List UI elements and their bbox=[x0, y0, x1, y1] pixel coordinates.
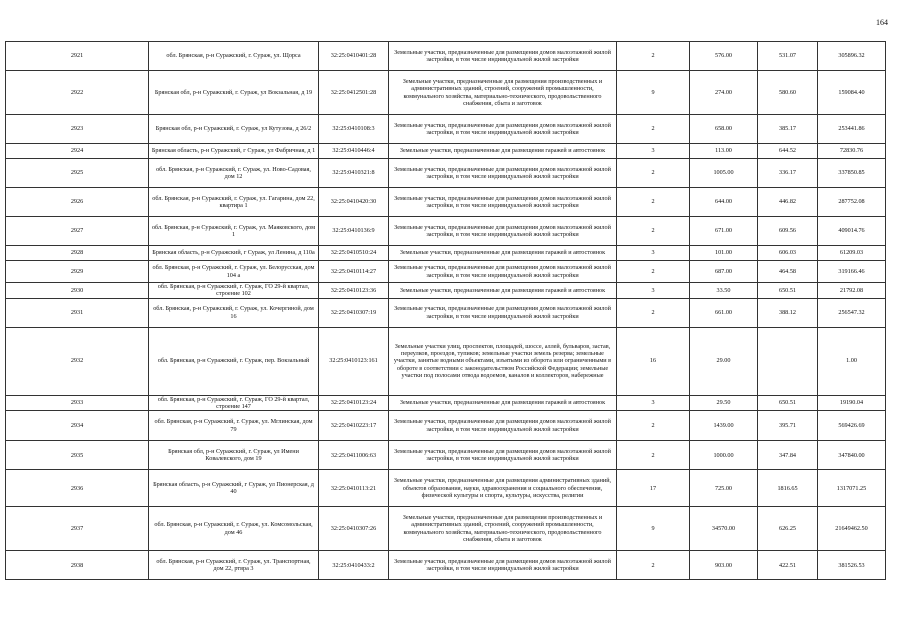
address-cell: обл. Брянская, р-н Суражский, г. Сураж, ул. Комсомольская, дом 46 bbox=[149, 507, 319, 551]
table-row bbox=[6, 441, 886, 470]
cadastral-value-cell: 253441.86 bbox=[818, 115, 886, 144]
cadastral-number-cell: 32:25:0410420:30 bbox=[319, 188, 389, 217]
table-row bbox=[6, 283, 886, 299]
specific-value-cell: 626.25 bbox=[758, 507, 818, 551]
cadastral-number-cell: 32:25:0410307:26 bbox=[319, 507, 389, 551]
area-cell: 29.50 bbox=[690, 395, 758, 411]
cadastral-value-cell: 159084.40 bbox=[818, 71, 886, 115]
cadastral-value-cell: 72830.76 bbox=[818, 144, 886, 159]
specific-value-cell: 385.17 bbox=[758, 115, 818, 144]
cadastral-number-cell: 32:25:0410433:2 bbox=[319, 551, 389, 580]
purpose-group-cell: 2 bbox=[617, 441, 690, 470]
row-number-cell: 2932 bbox=[6, 327, 149, 395]
land-purpose-cell: Земельные участки, предназначенные для размещения гаражей и автостоянок bbox=[389, 144, 617, 159]
address-cell: обл. Брянская, р-н Суражский, г. Сураж, ул. Белорусская, дом 104 а bbox=[149, 261, 319, 283]
cadastral-value-cell: 319166.46 bbox=[818, 261, 886, 283]
cadastral-number-cell: 32:25:0410123:36 bbox=[319, 283, 389, 299]
specific-value-cell: 422.51 bbox=[758, 551, 818, 580]
table-row bbox=[6, 115, 886, 144]
purpose-group-cell: 2 bbox=[617, 411, 690, 441]
purpose-group-cell: 17 bbox=[617, 470, 690, 507]
row-number-cell: 2923 bbox=[6, 115, 149, 144]
purpose-group-cell: 2 bbox=[617, 115, 690, 144]
land-purpose-cell: Земельные участки улиц, проспектов, площадей, шоссе, аллей, бульваров, застав, переулков, проездов, тупиков; земельные участки земель резерва; земельные участки, занятые водными объектами, изъятыми из оборота или ограниченными в обороте в соответствии с законодательством Российской Федерации; земельные участки под полосами отвода водоемов, каналов и коллекторов, набережные bbox=[389, 327, 617, 395]
purpose-group-cell: 2 bbox=[617, 42, 690, 71]
cadastral-value-cell: 61209.03 bbox=[818, 246, 886, 261]
area-cell: 33.50 bbox=[690, 283, 758, 299]
row-number-cell: 2924 bbox=[6, 144, 149, 159]
row-number-cell: 2921 bbox=[6, 42, 149, 71]
land-purpose-cell: Земельные участки, предназначенные для размещения домов малоэтажной жилой застройки, в том числе индивидуальной жилой застройки bbox=[389, 441, 617, 470]
cadastral-value-cell: 409014.76 bbox=[818, 217, 886, 246]
table-body bbox=[6, 42, 886, 580]
row-number-cell: 2931 bbox=[6, 298, 149, 327]
cadastral-number-cell: 32:25:0410113:21 bbox=[319, 470, 389, 507]
specific-value-cell: 580.60 bbox=[758, 71, 818, 115]
table-row bbox=[6, 298, 886, 327]
table-row bbox=[6, 159, 886, 188]
page-number: 164 bbox=[876, 18, 888, 27]
purpose-group-cell: 2 bbox=[617, 298, 690, 327]
row-number-cell: 2937 bbox=[6, 507, 149, 551]
land-purpose-cell: Земельные участки, предназначенные для размещения гаражей и автостоянок bbox=[389, 283, 617, 299]
cadastral-number-cell: 32:25:0410321:8 bbox=[319, 159, 389, 188]
table-row bbox=[6, 551, 886, 580]
land-purpose-cell: Земельные участки, предназначенные для размещения домов малоэтажной жилой застройки, в том числе индивидуальной жилой застройки bbox=[389, 261, 617, 283]
row-number-cell: 2934 bbox=[6, 411, 149, 441]
specific-value-cell: 395.71 bbox=[758, 411, 818, 441]
address-cell: обл. Брянская, р-н Суражский, г. Сураж, пер. Вокзальный bbox=[149, 327, 319, 395]
area-cell: 687.00 bbox=[690, 261, 758, 283]
row-number-cell: 2927 bbox=[6, 217, 149, 246]
table-row bbox=[6, 395, 886, 411]
land-purpose-cell: Земельные участки, предназначенные для размещения производственных и административных зданий, строений, сооружений промышленности, коммунального хозяйства, материально-технического, продовольственного снабжения, сбыта и заготовок bbox=[389, 71, 617, 115]
address-cell: обл. Брянская, р-н Суражский, г. Сураж, ГО 29-й квартал, строение 102 bbox=[149, 283, 319, 299]
table-row bbox=[6, 261, 886, 283]
address-cell: обл. Брянская, р-н Суражский, г. Сураж, ул. Гагарина, дом 22, квартира 1 bbox=[149, 188, 319, 217]
purpose-group-cell: 2 bbox=[617, 551, 690, 580]
land-purpose-cell: Земельные участки, предназначенные для размещения гаражей и автостоянок bbox=[389, 395, 617, 411]
cadastral-value-cell: 347840.00 bbox=[818, 441, 886, 470]
table-row bbox=[6, 217, 886, 246]
table-row bbox=[6, 42, 886, 71]
purpose-group-cell: 2 bbox=[617, 261, 690, 283]
area-cell: 113.00 bbox=[690, 144, 758, 159]
purpose-group-cell: 2 bbox=[617, 188, 690, 217]
cadastral-value-cell: 305896.32 bbox=[818, 42, 886, 71]
specific-value-cell: 606.03 bbox=[758, 246, 818, 261]
area-cell: 576.00 bbox=[690, 42, 758, 71]
land-purpose-cell: Земельные участки, предназначенные для размещения домов малоэтажной жилой застройки, в том числе индивидуальной жилой застройки bbox=[389, 115, 617, 144]
address-cell: Брянская обл, р-н Суражский, г. Сураж, ул Кутузова, д 26/2 bbox=[149, 115, 319, 144]
cadastral-number-cell: 32:25:0410136:9 bbox=[319, 217, 389, 246]
specific-value-cell: 650.51 bbox=[758, 283, 818, 299]
cadastral-value-cell: 337850.85 bbox=[818, 159, 886, 188]
address-cell: обл. Брянская, р-н Суражский, г. Сураж, ул. Щорса bbox=[149, 42, 319, 71]
row-number-cell: 2936 bbox=[6, 470, 149, 507]
cadastral-value-cell: 256547.32 bbox=[818, 298, 886, 327]
cadastral-value-cell: 19190.04 bbox=[818, 395, 886, 411]
area-cell: 658.00 bbox=[690, 115, 758, 144]
address-cell: Брянская область, р-н Суражский, г Сураж, ул Ленина, д 110а bbox=[149, 246, 319, 261]
address-cell: Брянская область, р-н Суражский, г Сураж, ул Фабричная, д 1 bbox=[149, 144, 319, 159]
address-cell: обл. Брянская, р-н Суражский, г. Сураж, ул. Транспортная, дом 22, ртвра 3 bbox=[149, 551, 319, 580]
row-number-cell: 2935 bbox=[6, 441, 149, 470]
cadastral-value-table bbox=[5, 41, 886, 580]
address-cell: обл. Брянская, р-н Суражский, г. Сураж, ул. Ново-Садовая, дом 12 bbox=[149, 159, 319, 188]
cadastral-number-cell: 32:25:0410446:4 bbox=[319, 144, 389, 159]
purpose-group-cell: 2 bbox=[617, 217, 690, 246]
specific-value-cell: 388.12 bbox=[758, 298, 818, 327]
table-row bbox=[6, 470, 886, 507]
area-cell: 1439.00 bbox=[690, 411, 758, 441]
land-purpose-cell: Земельные участки, предназначенные для размещения административных зданий, объектов образования, науки, здравоохранения и социального обеспечения, физической культуры и спорта, культуры, искусства, религии bbox=[389, 470, 617, 507]
area-cell: 29.00 bbox=[690, 327, 758, 395]
cadastral-number-cell: 32:25:0410223:17 bbox=[319, 411, 389, 441]
row-number-cell: 2929 bbox=[6, 261, 149, 283]
area-cell: 644.00 bbox=[690, 188, 758, 217]
purpose-group-cell: 3 bbox=[617, 283, 690, 299]
purpose-group-cell: 3 bbox=[617, 395, 690, 411]
cadastral-number-cell: 32:25:0410307:19 bbox=[319, 298, 389, 327]
cadastral-value-cell: 1.00 bbox=[818, 327, 886, 395]
row-number-cell: 2925 bbox=[6, 159, 149, 188]
cadastral-value-cell: 21649462.50 bbox=[818, 507, 886, 551]
area-cell: 1000.00 bbox=[690, 441, 758, 470]
cadastral-number-cell: 32:25:0410401:28 bbox=[319, 42, 389, 71]
land-purpose-cell: Земельные участки, предназначенные для размещения домов малоэтажной жилой застройки, в том числе индивидуальной жилой застройки bbox=[389, 188, 617, 217]
table-row bbox=[6, 71, 886, 115]
cadastral-number-cell: 32:25:0411006:63 bbox=[319, 441, 389, 470]
row-number-cell: 2938 bbox=[6, 551, 149, 580]
table-row bbox=[6, 411, 886, 441]
cadastral-number-cell: 32:25:0412501:28 bbox=[319, 71, 389, 115]
area-cell: 1005.00 bbox=[690, 159, 758, 188]
purpose-group-cell: 9 bbox=[617, 71, 690, 115]
cadastral-value-cell: 569426.69 bbox=[818, 411, 886, 441]
cadastral-number-cell: 32:25:0410510:24 bbox=[319, 246, 389, 261]
cadastral-value-cell: 1317071.25 bbox=[818, 470, 886, 507]
address-cell: обл. Брянская, р-н Суражский, г. Сураж, ул. Маяковского, дом 1 bbox=[149, 217, 319, 246]
land-purpose-cell: Земельные участки, предназначенные для размещения домов малоэтажной жилой застройки, в том числе индивидуальной жилой застройки bbox=[389, 298, 617, 327]
cadastral-value-cell: 287752.08 bbox=[818, 188, 886, 217]
specific-value-cell: 609.56 bbox=[758, 217, 818, 246]
specific-value-cell: 1816.65 bbox=[758, 470, 818, 507]
address-cell: обл. Брянская, р-н Суражский, г. Сураж, ул. Кочергиной, дом 16 bbox=[149, 298, 319, 327]
table-row bbox=[6, 246, 886, 261]
specific-value-cell: 347.84 bbox=[758, 441, 818, 470]
area-cell: 274.00 bbox=[690, 71, 758, 115]
purpose-group-cell: 2 bbox=[617, 159, 690, 188]
row-number-cell: 2922 bbox=[6, 71, 149, 115]
row-number-cell: 2926 bbox=[6, 188, 149, 217]
specific-value-cell: 644.52 bbox=[758, 144, 818, 159]
address-cell: обл. Брянская, р-н Суражский, г. Сураж, ГО 29-й квартал, строение 147 bbox=[149, 395, 319, 411]
area-cell: 671.00 bbox=[690, 217, 758, 246]
table-row bbox=[6, 188, 886, 217]
specific-value-cell bbox=[758, 327, 818, 395]
purpose-group-cell: 9 bbox=[617, 507, 690, 551]
row-number-cell: 2928 bbox=[6, 246, 149, 261]
address-cell: Брянская область, р-н Суражский, г Сураж, ул Пионерская, д 40 bbox=[149, 470, 319, 507]
specific-value-cell: 446.82 bbox=[758, 188, 818, 217]
land-purpose-cell: Земельные участки, предназначенные для размещения домов малоэтажной жилой застройки, в том числе индивидуальной жилой застройки bbox=[389, 551, 617, 580]
row-number-cell: 2933 bbox=[6, 395, 149, 411]
specific-value-cell: 336.17 bbox=[758, 159, 818, 188]
cadastral-value-cell: 381526.53 bbox=[818, 551, 886, 580]
table-row bbox=[6, 507, 886, 551]
area-cell: 34570.00 bbox=[690, 507, 758, 551]
purpose-group-cell: 16 bbox=[617, 327, 690, 395]
area-cell: 101.00 bbox=[690, 246, 758, 261]
land-purpose-cell: Земельные участки, предназначенные для размещения домов малоэтажной жилой застройки, в том числе индивидуальной жилой застройки bbox=[389, 42, 617, 71]
specific-value-cell: 464.58 bbox=[758, 261, 818, 283]
table-row bbox=[6, 144, 886, 159]
purpose-group-cell: 3 bbox=[617, 144, 690, 159]
specific-value-cell: 531.07 bbox=[758, 42, 818, 71]
area-cell: 903.00 bbox=[690, 551, 758, 580]
cadastral-number-cell: 32:25:0410123:161 bbox=[319, 327, 389, 395]
land-purpose-cell: Земельные участки, предназначенные для размещения домов малоэтажной жилой застройки, в том числе индивидуальной жилой застройки bbox=[389, 159, 617, 188]
specific-value-cell: 650.51 bbox=[758, 395, 818, 411]
purpose-group-cell: 3 bbox=[617, 246, 690, 261]
cadastral-number-cell: 32:25:0410114:27 bbox=[319, 261, 389, 283]
cadastral-value-cell: 21792.08 bbox=[818, 283, 886, 299]
cadastral-number-cell: 32:25:0410123:24 bbox=[319, 395, 389, 411]
table-row bbox=[6, 327, 886, 395]
row-number-cell: 2930 bbox=[6, 283, 149, 299]
land-purpose-cell: Земельные участки, предназначенные для размещения домов малоэтажной жилой застройки, в том числе индивидуальной жилой застройки bbox=[389, 411, 617, 441]
address-cell: обл. Брянская, р-н Суражский, г. Сураж, ул. Мглинская, дом 79 bbox=[149, 411, 319, 441]
address-cell: Брянская обл, р-н Суражский, г. Сураж, ул Вокзальная, д 19 bbox=[149, 71, 319, 115]
area-cell: 661.00 bbox=[690, 298, 758, 327]
land-purpose-cell: Земельные участки, предназначенные для размещения домов малоэтажной жилой застройки, в том числе индивидуальной жилой застройки bbox=[389, 217, 617, 246]
cadastral-number-cell: 32:25:0410108:3 bbox=[319, 115, 389, 144]
land-purpose-cell: Земельные участки, предназначенные для размещения гаражей и автостоянок bbox=[389, 246, 617, 261]
address-cell: Брянская обл, р-н Суражский, г. Сураж, ул Имени Ковалевского, дом 19 bbox=[149, 441, 319, 470]
land-purpose-cell: Земельные участки, предназначенные для размещения производственных и административных зданий, строений, сооружений промышленности, коммунального хозяйства, материально-технического, продовольственного снабжения, сбыта и заготовок bbox=[389, 507, 617, 551]
area-cell: 725.00 bbox=[690, 470, 758, 507]
